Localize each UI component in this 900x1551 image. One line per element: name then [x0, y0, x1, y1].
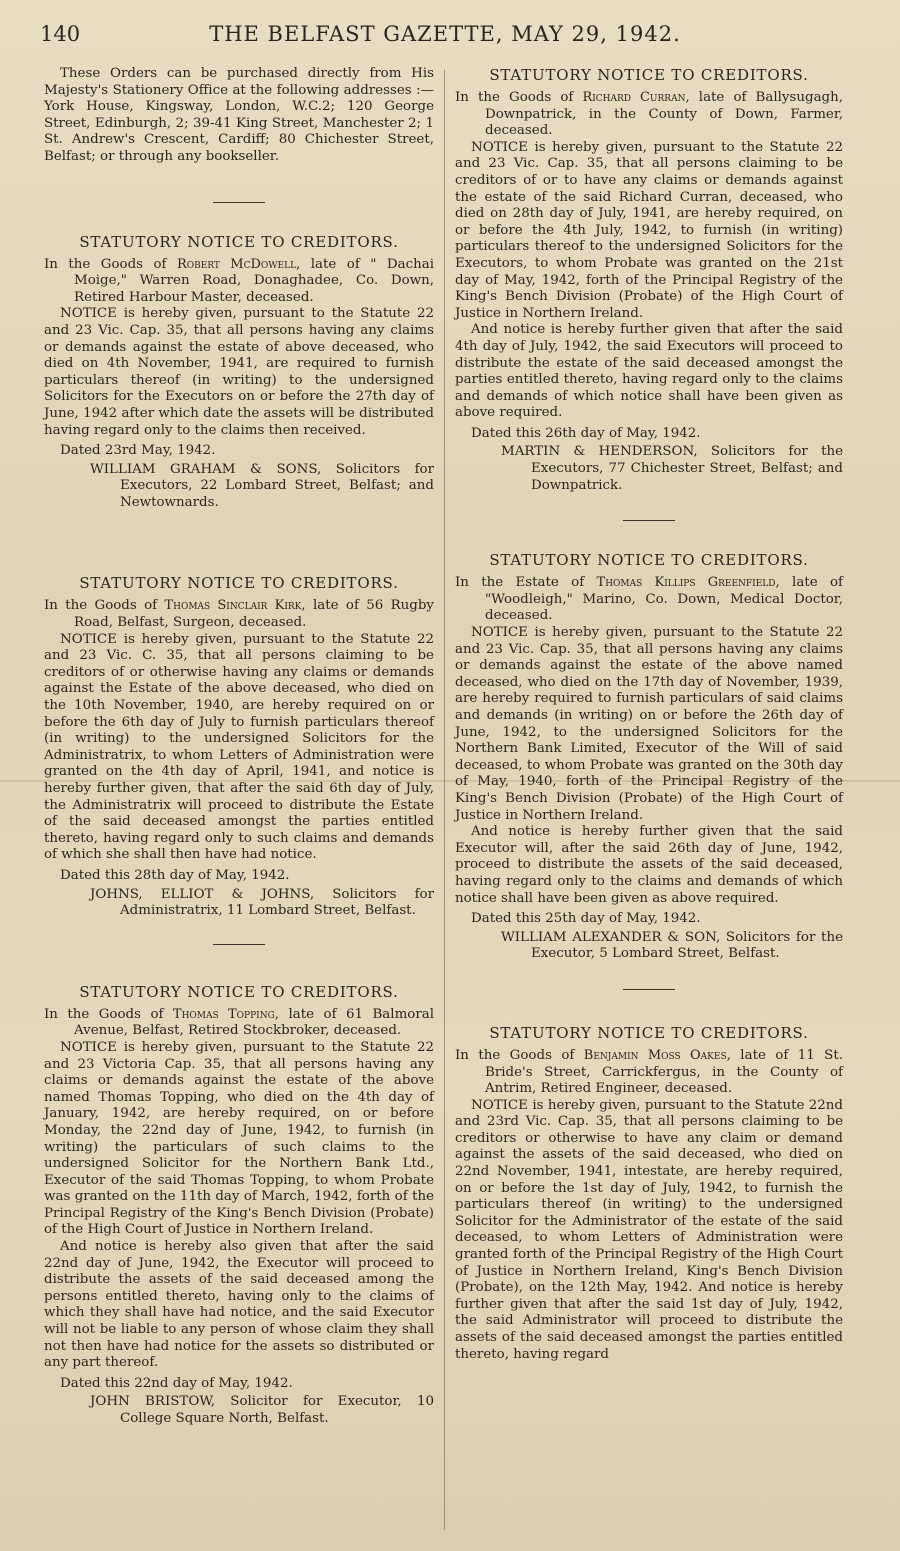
- notice-goods: [44, 598, 434, 631]
- notice-goods: [455, 1048, 843, 1098]
- notice-dated: Dated this 26th day of May, 1942.: [471, 425, 701, 441]
- column-rule: [444, 70, 445, 1530]
- goods-prefix: In the Goods of: [44, 1006, 173, 1022]
- goods-suffix: , late of "Woodleigh," Marino, Co. Down, Medical Doctor, deceased.: [485, 575, 843, 624]
- notice-benjamin-moss-oakes: [455, 1024, 843, 1363]
- notice-robert-mcdowell: [44, 233, 434, 512]
- notice-body: NOTICE is hereby given, pursuant to the Statute 22 and 23 Vic. Cap. 35, that all persons having any claims or demands against the estate of above deceased, who died on 4th November, 1941, are required to furnish particulars thereof (in writing) to the undersigned Solicitors for the Executors on or before the 27th day of June, 1942 after which date the assets will be distributed having regard only to the claims then received.: [44, 306, 434, 438]
- notice-dated: Dated this 25th day of May, 1942.: [471, 911, 701, 927]
- notice-signature: WILLIAM GRAHAM & SONS, Solicitors for Executors, 22 Lombard Street, Belfast; and Newtownards.: [90, 461, 434, 510]
- notice-goods: [44, 257, 434, 307]
- goods-suffix: , late of 56 Rugby Road, Belfast, Surgeon, deceased.: [74, 598, 435, 631]
- notice-thomas-killips-greenfield: [455, 551, 843, 963]
- notice-body: NOTICE is hereby given, pursuant to the Statute 22 and 23 Victoria Cap. 35, that all persons having any claims or demands against the estate of the above named Thomas Topping, who died on the 4th day of January, 1942, are hereby required, on or before Monday, the 22nd day of June, 1942, to furnish (in writing) the particulars of such claims to the undersigned Solicitor for the Northern Bank Ltd., Executor of the said Thomas Topping, to whom Probate was granted on the 11th day of March, 1942, forth of the Principal Registry of the King's Bench Division (Probate) of the High Court of Justice in Northern Ireland.: [44, 1039, 434, 1238]
- notice-goods: [44, 1007, 434, 1040]
- page-number: 140: [40, 22, 81, 46]
- deceased-name: Thomas Killips Greenfield: [596, 575, 776, 591]
- notice-richard-curran: [455, 66, 843, 494]
- gazette-title: THE BELFAST GAZETTE, MAY 29, 1942.: [209, 22, 681, 46]
- goods-prefix: In the Goods of: [44, 256, 177, 272]
- divider: [213, 944, 265, 945]
- goods-suffix: , late of " Dachai Moige," Warren Road, Donaghadee, Co. Down, Retired Harbour Master, deceased.: [74, 256, 434, 305]
- notice-dated: Dated this 22nd day of May, 1942.: [60, 1375, 293, 1391]
- notice-heading: STATUTORY NOTICE TO CREDITORS.: [79, 232, 399, 251]
- notice-body-continued: And notice is hereby further given that the said Executor will, after the said 26th day of June, 1942, proceed to distribute the assets of the said deceased, having regard only to the claims and demands of which notice shall have been given as above required.: [455, 824, 843, 906]
- deceased-name: Thomas Sinclair Kirk: [164, 598, 302, 614]
- divider: [623, 520, 675, 521]
- notice-body: NOTICE is hereby given, pursuant to the Statute 22 and 23 Vic. C. 35, that all persons claiming to be creditors of or otherwise having any claims or demands against the Estate of the above deceased, who died on the 10th November, 1940, are hereby required on or before the 6th day of July to furnish particulars thereof (in writing) to the undersigned Solicitors for the Administratrix, to whom Letters of Administration were granted on the 4th day of April, 1941, and notice is hereby further given, that after the said 6th day of July, the Administratrix will proceed to distribute the Estate of the said deceased amongst the parties entitled thereto, having regard only to such claims and demands of which she shall then have had notice.: [44, 631, 434, 863]
- page-header: [40, 16, 860, 52]
- notice-dated: Dated this 28th day of May, 1942.: [60, 867, 290, 883]
- notice-signature: MARTIN & HENDERSON, Solicitors for the Executors, 77 Chichester Street, Belfast; and Downpatrick.: [501, 444, 843, 493]
- notice-heading: STATUTORY NOTICE TO CREDITORS.: [489, 1023, 809, 1042]
- deceased-name: Richard Curran: [582, 90, 686, 105]
- goods-suffix: , late of 11 St. Bride's Street, Carrickfergus, in the County of Antrim, Retired Engineer, deceased.: [485, 1047, 843, 1097]
- notice-heading: STATUTORY NOTICE TO CREDITORS.: [489, 551, 809, 570]
- left-column: [44, 66, 434, 1428]
- right-column: [455, 66, 843, 1363]
- notice-body-continued: And notice is hereby further given that after the said 4th day of July, 1942, the said Executors will proceed to distribute the estate of the said deceased amongst the parties entitled thereto, having regard only to the claims and demands of which notice shall have been given as above required.: [455, 322, 843, 421]
- notice-signature: WILLIAM ALEXANDER & SON, Solicitors for the Executor, 5 Lombard Street, Belfast.: [501, 929, 843, 962]
- notice-body: NOTICE is hereby given, pursuant to the Statute 22 and 23 Vic. Cap. 35, that all persons claiming to be creditors of or to have any claims or demands against the estate of the said Richard Curran, deceased, who died on 28th day of July, 1941, are hereby required, on or before the 4th July, 1942, to furnish (in writing) particulars thereof to the undersigned Solicitors for the Executors, to whom Probate was granted on the 21st day of May, 1942, forth of the Principal Registry of the King's Bench Division (Probate) of the High Court of Justice in Northern Ireland.: [455, 139, 843, 321]
- divider: [623, 989, 675, 990]
- goods-prefix: In the Goods of: [455, 90, 583, 105]
- notice-thomas-sinclair-kirk: [44, 574, 434, 919]
- notice-body: NOTICE is hereby given, pursuant to the Statute 22nd and 23rd Vic. Cap. 35, that all persons claiming to be creditors or otherwise to have any claim or demand against the assets of the said deceased, who died on 22nd November, 1941, intestate, are hereby required, on or before the 1st day of July, 1942, to furnish the particulars thereof (in writing) to the undersigned Solicitor for the Administrator of the estate of the said deceased, to whom Letters of Administration were granted forth of the Principal Registry of the High Court of Justice in Northern Ireland, King's Bench Division (Probate), on the 12th May, 1942. And notice is hereby further given that after the said 1st day of July, 1942, the said Administrator will proceed to distribute the assets of the said deceased amongst the parties entitled thereto, having regard: [455, 1097, 843, 1362]
- intro-paragraph: These Orders can be purchased directly from His Majesty's Stationery Office at the following addresses :—York House, Kingsway, London, W.C.2; 120 George Street, Edinburgh, 2; 39-41 King Street, Manchester 2; 1 St. Andrew's Crescent, Cardiff; 80 Chichester Street, Belfast; or through any bookseller.: [44, 66, 434, 164]
- goods-prefix: In the Goods of: [44, 598, 165, 614]
- deceased-name: Benjamin Moss Oakes: [583, 1047, 727, 1063]
- notice-body: NOTICE is hereby given, pursuant to the Statute 22 and 23 Vic. Cap. 35, that all persons having any claims or demands against the estate of the above named deceased, who died on the 17th day of November, 1939, are hereby required to furnish particulars of said claims and demands (in writing) on or before the 26th day of June, 1942, to the undersigned Solicitors for the Northern Bank Limited, Executor of the Will of said deceased, to whom Probate was granted on the 30th day of May, 1940, forth of the Principal Registry of the King's Bench Division (Probate) of the High Court of Justice in Northern Ireland.: [455, 625, 843, 823]
- notice-signature: JOHN BRISTOW, Solicitor for Executor, 10 College Square North, Belfast.: [90, 1394, 434, 1426]
- divider: [213, 202, 265, 203]
- goods-prefix: In the Goods of: [455, 1047, 584, 1063]
- notice-signature: JOHNS, ELLIOT & JOHNS, Solicitors for Administratrix, 11 Lombard Street, Belfast.: [90, 886, 434, 919]
- notice-heading: STATUTORY NOTICE TO CREDITORS.: [79, 982, 399, 1001]
- notice-heading: STATUTORY NOTICE TO CREDITORS.: [489, 66, 809, 84]
- notice-goods: [455, 575, 843, 625]
- goods-prefix: In the Estate of: [455, 575, 597, 591]
- goods-suffix: , late of Ballysugagh, Downpatrick, in the County of Down, Farmer, deceased.: [485, 90, 843, 139]
- notice-dated: Dated 23rd May, 1942.: [60, 443, 216, 459]
- deceased-name: Robert McDowell: [176, 256, 297, 272]
- deceased-name: Thomas Topping: [172, 1006, 275, 1022]
- notice-heading: STATUTORY NOTICE TO CREDITORS.: [79, 574, 399, 593]
- notice-goods: [455, 90, 843, 140]
- notice-thomas-topping: [44, 983, 434, 1428]
- goods-suffix: , late of 61 Balmoral Avenue, Belfast, Retired Stockbroker, deceased.: [74, 1006, 434, 1039]
- notice-body-continued: And notice is hereby also given that after the said 22nd day of June, 1942, the Executor will proceed to distribute the assets of the said deceased among the persons entitled thereto, having only to the claims of which they shall have had notice, and the said Executor will not be liable to any person of whose claim they shall not then have had notice for the assets so distributed or any part thereof.: [44, 1239, 434, 1371]
